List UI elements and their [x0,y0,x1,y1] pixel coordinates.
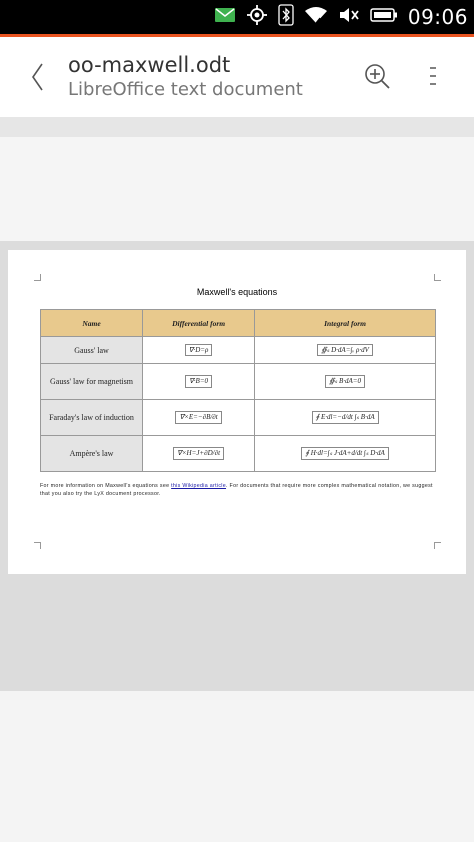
integral-formula: ∯ₛ D·dA=∫ᵥ ρ·dV [317,344,373,356]
integral-formula: ∯ₛ B·dA=0 [325,375,365,387]
overflow-menu-button[interactable] [422,61,444,91]
message-icon [214,7,236,27]
differential-formula: ∇·B=0 [185,375,212,387]
integral-formula: ∮ E·dl=−d/dt ∫ₛ B·dA [312,411,379,423]
differential-formula: ∇×E=−∂B/∂t [175,411,221,423]
margin-mark-top-left [34,274,41,281]
document-subtitle: LibreOffice text document [68,79,303,100]
differential-cell [143,400,255,436]
column-header-name: Name [41,310,143,337]
differential-cell [143,436,255,472]
back-button[interactable] [22,57,52,97]
integral-cell [255,337,436,364]
table-row [41,436,436,472]
table-row [41,337,436,364]
margin-mark-top-right [434,274,441,281]
differential-cell [143,364,255,400]
document-margin-top [0,137,474,241]
zoom-in-button[interactable] [362,61,392,91]
equations-table [40,309,436,472]
column-header-integral: Integral form [255,310,436,337]
bluetooth-icon [278,4,294,30]
zoom-in-icon [363,62,391,90]
page-heading: Maxwell's equations [196,287,278,297]
equation-name: Ampère's law [41,436,143,472]
differential-cell [143,337,255,364]
note-text-start: For more information on Maxwell's equations see [40,483,172,489]
note-text-end: . For documents that require more complex mathematical notation, we suggest that you also try the LyX document processor. [40,483,433,497]
column-header-differential: Differential form [143,310,255,337]
wikipedia-link[interactable]: this Wikipedia article [171,483,227,489]
mute-icon [338,5,360,29]
equation-name: Gauss' law [41,337,143,364]
document-page[interactable] [8,250,466,574]
equation-name: Faraday's law of induction [41,400,143,436]
app-header [0,37,474,117]
battery-icon [370,7,398,27]
info-paragraph [40,482,440,498]
header-divider [0,117,474,137]
table-row [41,400,436,436]
document-margin-bottom [0,691,474,842]
location-icon [246,4,268,30]
integral-cell [255,400,436,436]
overflow-menu-icon [428,65,438,87]
margin-mark-bottom-right [434,542,441,549]
integral-cell [255,364,436,400]
chevron-left-icon [30,62,44,92]
equation-name: Gauss' law for magnetism [41,364,143,400]
document-title: oo-maxwell.odt [68,53,231,77]
wifi-icon [304,5,328,29]
table-row [41,364,436,400]
differential-formula: ∇·D=ρ [185,344,213,356]
status-bar [0,0,474,34]
integral-formula: ∮ H·dl=∫ₛ J·dA+d/dt ∫ₛ D·dA [301,447,389,459]
margin-mark-bottom-left [34,542,41,549]
clock: 09:06 [407,5,468,29]
differential-formula: ∇×H=J+∂D/∂t [173,447,224,459]
integral-cell [255,436,436,472]
